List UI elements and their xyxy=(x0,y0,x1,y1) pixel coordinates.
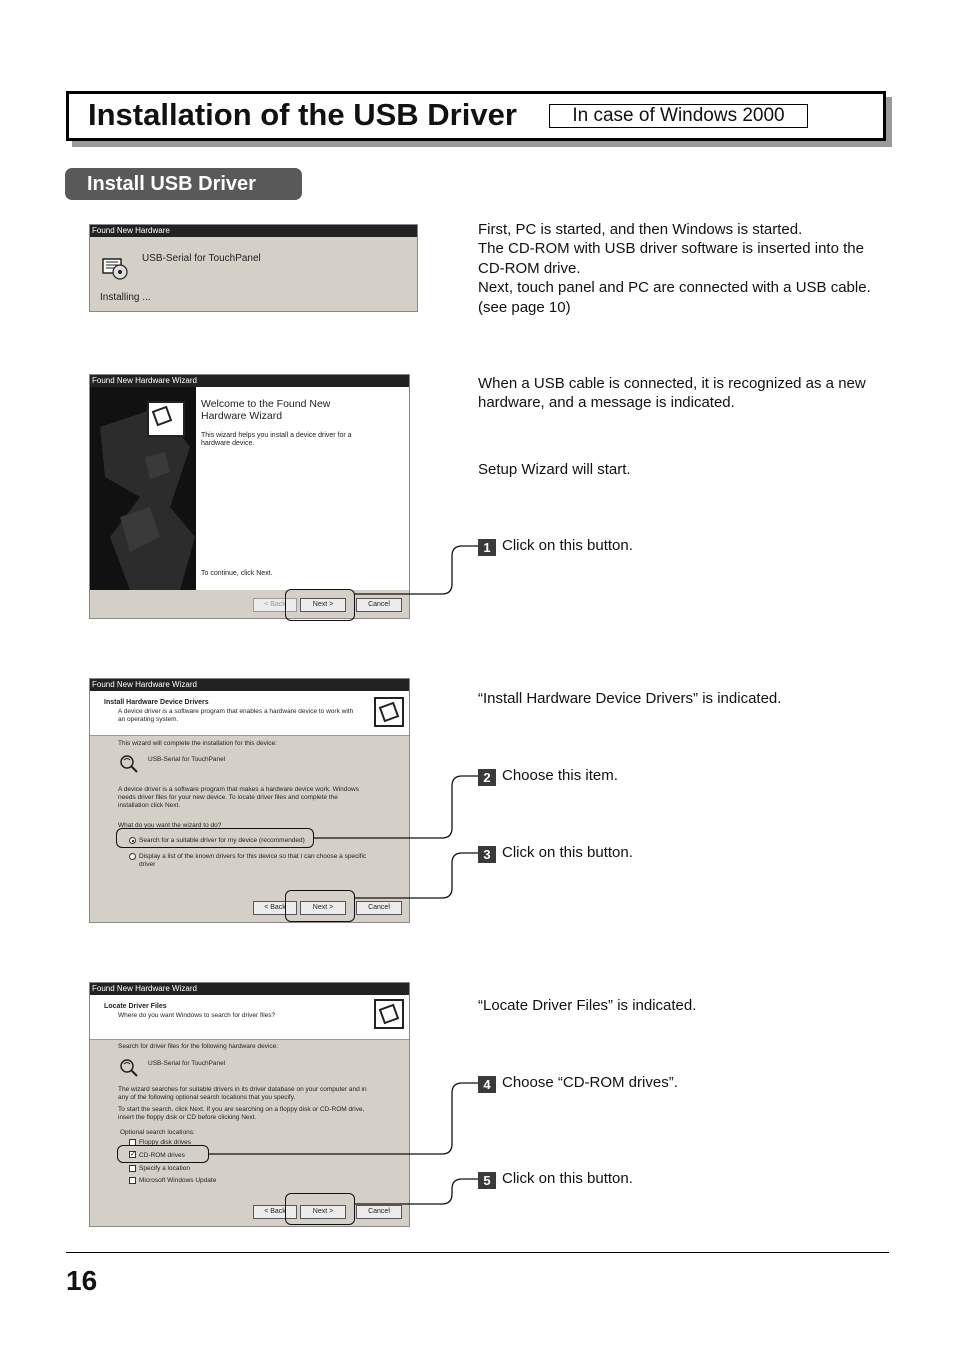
wizard-heading-line1: Welcome to the Found New xyxy=(201,398,331,410)
dialog-heading: Locate Driver Files xyxy=(104,1003,167,1010)
display-list-option[interactable]: Display a list of the known drivers for this device so that I can choose a specific xyxy=(139,853,367,860)
device-icon xyxy=(118,1057,140,1079)
step-2 xyxy=(478,766,618,786)
display-list-radio[interactable] xyxy=(129,853,136,860)
search-option-highlight xyxy=(116,828,314,848)
step-label: Choose this item. xyxy=(502,767,618,784)
wizard-body-line1: This wizard helps you install a device driver for a xyxy=(201,432,352,439)
locate-driver-text: “Locate Driver Files” is indicated. xyxy=(478,997,697,1014)
device-name: USB-Serial for TouchPanel xyxy=(142,253,261,264)
dialog-title: Found New Hardware Wizard xyxy=(90,375,409,387)
step-5 xyxy=(478,1169,633,1189)
step-number: 1 xyxy=(478,539,496,556)
next-button[interactable]: Next > xyxy=(300,901,346,915)
next-button[interactable]: Next > xyxy=(300,1205,346,1219)
connect-text: When a USB cable is connected, it is recognized as a new hardware, and a message is indicated. xyxy=(478,375,866,412)
back-button[interactable]: < Back xyxy=(253,1205,297,1219)
step-3 xyxy=(478,843,633,863)
dialog-header: Locate Driver Files Where do you want Windows to search for driver files? xyxy=(90,995,409,1040)
next-button-highlight xyxy=(285,589,355,621)
step-4 xyxy=(478,1073,678,1093)
step-label: Choose “CD-ROM drives”. xyxy=(502,1074,678,1091)
dialog-title: Found New Hardware xyxy=(90,225,417,237)
next-button[interactable]: Next > xyxy=(300,598,346,612)
page-number: 16 xyxy=(66,1265,98,1296)
page-title: Installation of the USB Driver xyxy=(88,97,517,132)
footer-rule xyxy=(66,1252,889,1253)
intro-text: First, PC is started, and then Windows is started. The CD-ROM with USB driver software is inserted into the CD-ROM drive. Next, touch panel and PC are connected with a USB cable. (see page 10) xyxy=(478,221,871,316)
wizard-heading-line2: Hardware Wizard xyxy=(201,410,283,422)
section-title: Install USB Driver xyxy=(65,168,302,200)
wizard-footer: To continue, click Next. xyxy=(201,570,273,577)
step-number: 3 xyxy=(478,846,496,863)
step-label: Click on this button. xyxy=(502,844,633,861)
dialog-title: Found New Hardware Wizard xyxy=(90,983,409,995)
step-label: Click on this button. xyxy=(502,537,633,554)
search-driver-option[interactable]: Search for a suitable driver for my device (recommended) xyxy=(139,837,305,844)
hardware-icon xyxy=(100,253,130,281)
install-drivers-text: “Install Hardware Device Drivers” is indicated. xyxy=(478,690,782,707)
specify-location-option[interactable]: Specify a location xyxy=(139,1165,190,1172)
install-status: Installing ... xyxy=(100,292,151,303)
welcome-wizard-dialog xyxy=(89,374,410,619)
wizard-content xyxy=(196,387,410,590)
cdrom-option-highlight xyxy=(117,1145,209,1163)
step-label: Click on this button. xyxy=(502,1170,633,1187)
locate-driver-dialog: Found New Hardware Wizard Locate Driver Files Where do you want Windows to search for driver files? Search for driver files for the following hardware device: USB-Serial for TouchPanel The wizard searches for suitable drivers in its driver database on your computer and in any of the following optional search locations that you specify. To start the search, click Next. If you are searching on a floppy disk or CD-ROM drive, insert the floppy disk or CD before clicking Next. Optional search locations: Floppy disk drives ✓ CD-ROM drives Specify a location Microsoft Windows Update < Back Next > Cancel xyxy=(89,982,410,1227)
specify-location-checkbox[interactable] xyxy=(129,1165,136,1172)
dialog-header: Install Hardware Device Drivers A device driver is a software program that enables a hardware device to work with an operating system. xyxy=(90,691,409,736)
found-new-hardware-dialog xyxy=(89,224,418,312)
step-number: 5 xyxy=(478,1172,496,1189)
windows-update-checkbox[interactable] xyxy=(129,1177,136,1184)
back-button[interactable]: < Back xyxy=(253,598,297,612)
dialog-title: Found New Hardware Wizard xyxy=(90,679,409,691)
next-button-highlight xyxy=(285,890,355,922)
step-1 xyxy=(478,536,633,556)
floppy-option[interactable]: Floppy disk drives xyxy=(139,1139,192,1146)
os-tag: In case of Windows 2000 xyxy=(549,104,808,128)
wizard-hardware-icon xyxy=(374,697,404,727)
back-button[interactable]: < Back xyxy=(253,901,297,915)
cdrom-option[interactable]: CD-ROM drives xyxy=(139,1152,185,1159)
wizard-body-line2: hardware device. xyxy=(201,440,255,447)
cancel-button[interactable]: Cancel xyxy=(356,598,402,612)
cancel-button[interactable]: Cancel xyxy=(356,1205,402,1219)
next-button-highlight xyxy=(285,1193,355,1225)
wizard-hardware-icon xyxy=(147,401,185,437)
wizard-hardware-icon xyxy=(374,999,404,1029)
step-number: 2 xyxy=(478,769,496,786)
dialog-heading: Install Hardware Device Drivers xyxy=(104,699,209,706)
windows-update-option[interactable]: Microsoft Windows Update xyxy=(139,1177,217,1184)
install-drivers-dialog: Found New Hardware Wizard Install Hardware Device Drivers A device driver is a software program that enables a hardware device to work with an operating system. This wizard will complete the installation for this device: USB-Serial for TouchPanel A device driver is a software program that makes a hardware device work. Windows needs driver files for your new device. To locate driver files and complete the installation click Next. What do you want the wizard to do? Search for a suitable driver for my device (recommended) Display a list of the known drivers for this device so that I can choose a specific driver < Back Next > Cancel xyxy=(89,678,410,923)
step-number: 4 xyxy=(478,1076,496,1093)
setup-wizard-text: Setup Wizard will start. xyxy=(478,461,631,478)
cancel-button[interactable]: Cancel xyxy=(356,901,402,915)
cdrom-checkbox[interactable]: ✓ xyxy=(130,1151,136,1158)
device-icon xyxy=(118,753,140,775)
